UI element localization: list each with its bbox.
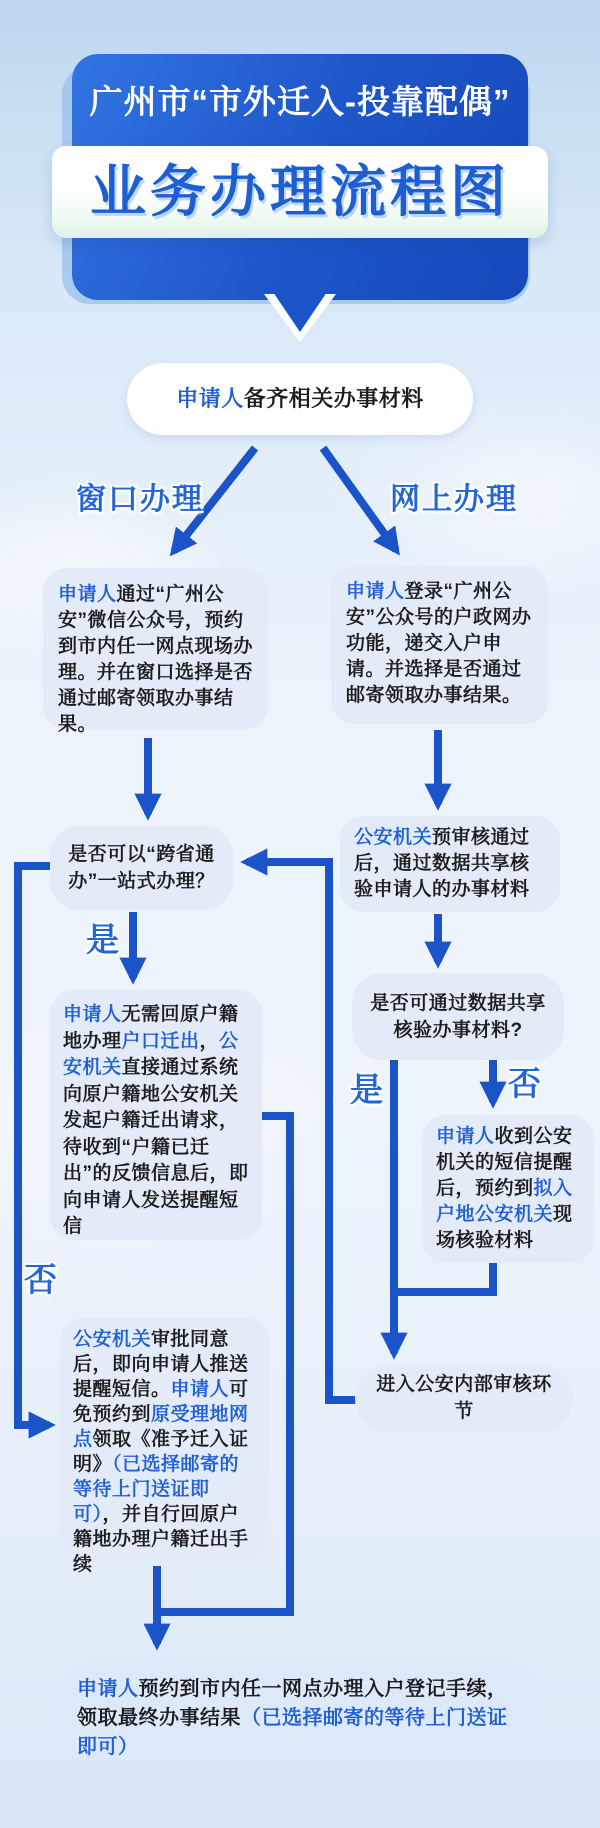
data-share-decision-node: 是否可通过数据共享核验办事材料? [352, 973, 564, 1060]
no-label-cross: 否 [24, 1261, 57, 1298]
wire-verify-merge [394, 1262, 493, 1292]
no-return-node: 申请人无需回原户籍地办理户口迁出，公安机关直接通过系统向原户籍地公安机关发起户籍迁出请求，待收到“户籍已迁出”的反馈信息后，即向申请人发送提醒短信 [50, 990, 262, 1240]
yes-label-cross: 是 [86, 921, 119, 958]
window-process-node: 申请人通过“广州公安”微信公众号，预约到市内任一网点现场办理。并在窗口选择是否通过邮寄领取办事结果。 [43, 568, 268, 730]
wire-cross-no [18, 866, 52, 1425]
branch-label-online: 网上办理 [390, 483, 518, 516]
arrow-start-to-online [323, 448, 396, 550]
approval-node: 公安机关审批同意后，即向申请人推送提醒短信。申请人可免预约到原受理地网点领取《准予迁入证明》（已选择邮寄的等待上门送证即可），并自行回原户籍地办理户籍迁出手续 [60, 1318, 270, 1562]
online-process-node: 申请人登录“广州公安”公众号的户政网办功能，递交入户申请。并选择是否通过邮寄领取办事结果。 [331, 566, 548, 724]
page-title: 业务办理流程图 [90, 160, 510, 223]
branch-label-window: 窗口办理 [76, 483, 204, 516]
header-subtitle: 广州市“市外迁入-投靠配偶” [89, 83, 511, 120]
speech-tail [273, 292, 327, 332]
yes-label-share: 是 [350, 1071, 383, 1108]
internal-review-node: 进入公安内部审核环节 [355, 1365, 573, 1433]
cross-province-decision-node: 是否可以“跨省通办”一站式办理？ [50, 826, 233, 910]
precheck-node: 公安机关预审核通过后，通过数据共享核验申请人的办事材料 [340, 816, 560, 912]
no-label-share: 否 [508, 1065, 541, 1102]
wire-internal-to-cross [247, 862, 357, 1400]
start-node: 申请人 备齐相关办事材料 [127, 363, 473, 435]
sms-verify-node: 申请人收到公安机关的短信提醒后，预约到拟入户地公安机关现场核验材料 [422, 1115, 594, 1263]
final-node: 申请人预约到市内任一网点办理入户登记手续，领取最终办事结果（已选择邮寄的等待上门送证即可） [55, 1660, 545, 1750]
